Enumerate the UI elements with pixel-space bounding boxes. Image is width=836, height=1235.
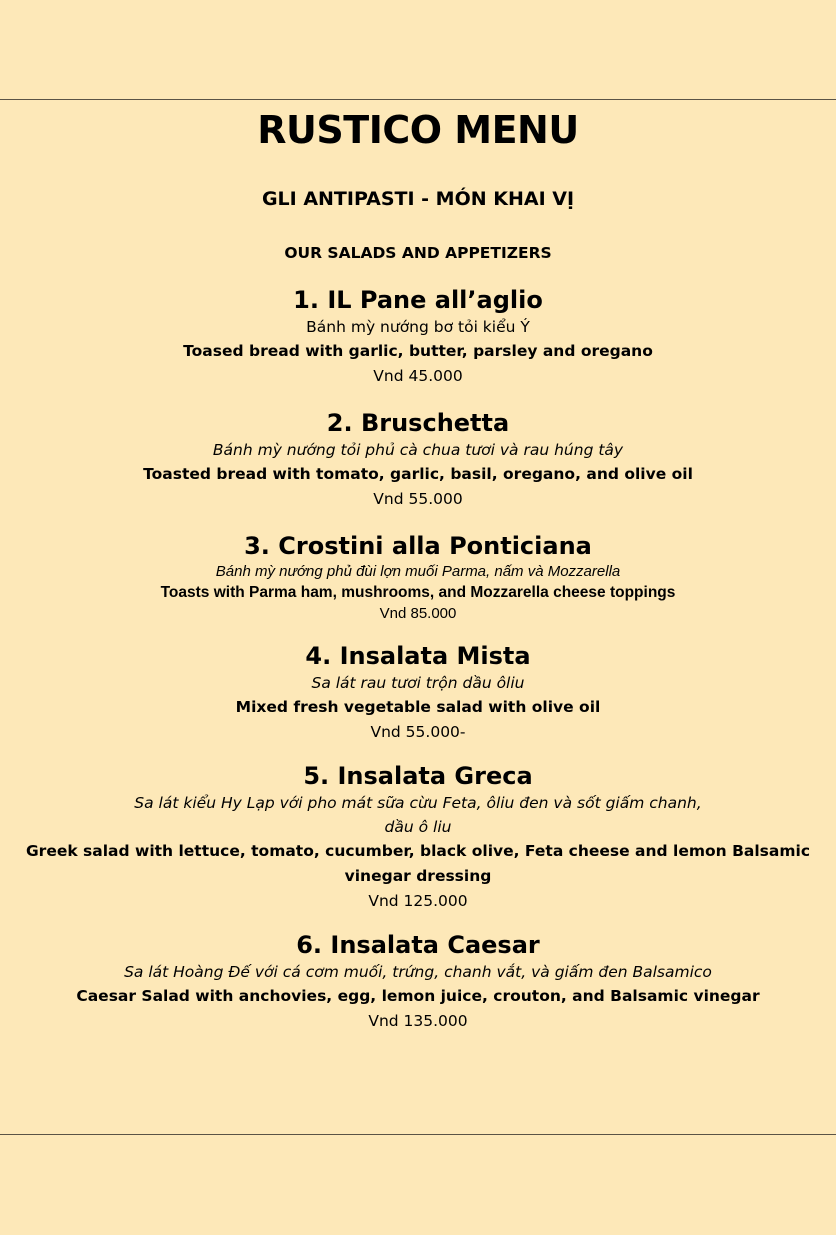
menu-item-price: Vnd 55.000- bbox=[370, 723, 466, 741]
menu-item-english: Toased bread with garlic, butter, parsley and oregano bbox=[183, 342, 653, 360]
menu-title: RUSTICO MENU bbox=[257, 108, 579, 152]
menu-item bbox=[18, 285, 818, 389]
menu-item-price: Vnd 125.000 bbox=[368, 892, 468, 910]
menu-item-vietnamese-line-2: dầu ô liu bbox=[384, 818, 452, 836]
menu-item-vietnamese: Bánh mỳ nướng bơ tỏi kiểu Ý bbox=[306, 318, 530, 336]
menu-item-english-line-1: Greek salad with lettuce, tomato, cucumber, black olive, Feta cheese and lemon Balsamic bbox=[25, 842, 811, 860]
bottom-divider bbox=[0, 1134, 836, 1135]
menu-item-english: Caesar Salad with anchovies, egg, lemon juice, crouton, and Balsamic vinegar bbox=[76, 987, 760, 1005]
menu-item-english: Toasts with Parma ham, mushrooms, and Mozzarella cheese toppings bbox=[160, 584, 676, 601]
menu-item-price: Vnd 85.000 bbox=[379, 605, 457, 622]
menu-item-name: 2. Bruschetta bbox=[326, 409, 510, 437]
menu-item-vietnamese: Bánh mỳ nướng tỏi phủ cà chua tươi và rau húng tây bbox=[212, 441, 624, 459]
menu-item bbox=[18, 408, 818, 512]
section-title: GLI ANTIPASTI - MÓN KHAI VỊ bbox=[261, 188, 575, 210]
menu-item bbox=[18, 641, 818, 745]
menu-item-vietnamese: Sa lát rau tươi trộn dầu ôliu bbox=[311, 674, 525, 692]
menu-item bbox=[18, 930, 818, 1034]
top-divider bbox=[0, 99, 836, 100]
menu-item-name: 1. IL Pane all’aglio bbox=[293, 286, 543, 314]
menu-item-price: Vnd 135.000 bbox=[368, 1012, 468, 1030]
menu-item-english-line-2: vinegar dressing bbox=[344, 867, 492, 885]
menu-item bbox=[18, 531, 818, 624]
menu-item-name: 4. Insalata Mista bbox=[305, 642, 531, 670]
menu-item-name: 6. Insalata Caesar bbox=[296, 931, 540, 959]
menu-item-vietnamese-line-1: Sa lát kiểu Hy Lạp với pho mát sữa cừu Feta, ôliu đen và sốt giấm chanh, bbox=[134, 794, 702, 812]
menu-item-price: Vnd 55.000 bbox=[373, 490, 463, 508]
menu-item-english: Mixed fresh vegetable salad with olive oil bbox=[235, 698, 601, 716]
menu-item-name: 3. Crostini alla Ponticiana bbox=[244, 532, 592, 560]
menu-item-vietnamese: Sa lát Hoàng Đế với cá cơm muối, trứng, chanh vắt, và giấm đen Balsamico bbox=[124, 963, 712, 981]
menu-item bbox=[18, 761, 818, 914]
menu-item-english: Toasted bread with tomato, garlic, basil, oregano, and olive oil bbox=[143, 465, 693, 483]
menu-item-vietnamese: Bánh mỳ nướng phủ đùi lợn muối Parma, nấm và Mozzarella bbox=[215, 563, 621, 580]
menu-item-price: Vnd 45.000 bbox=[373, 367, 463, 385]
menu-page bbox=[0, 105, 836, 1034]
section-subtitle: OUR SALADS AND APPETIZERS bbox=[284, 244, 552, 262]
menu-item-name: 5. Insalata Greca bbox=[303, 762, 533, 790]
